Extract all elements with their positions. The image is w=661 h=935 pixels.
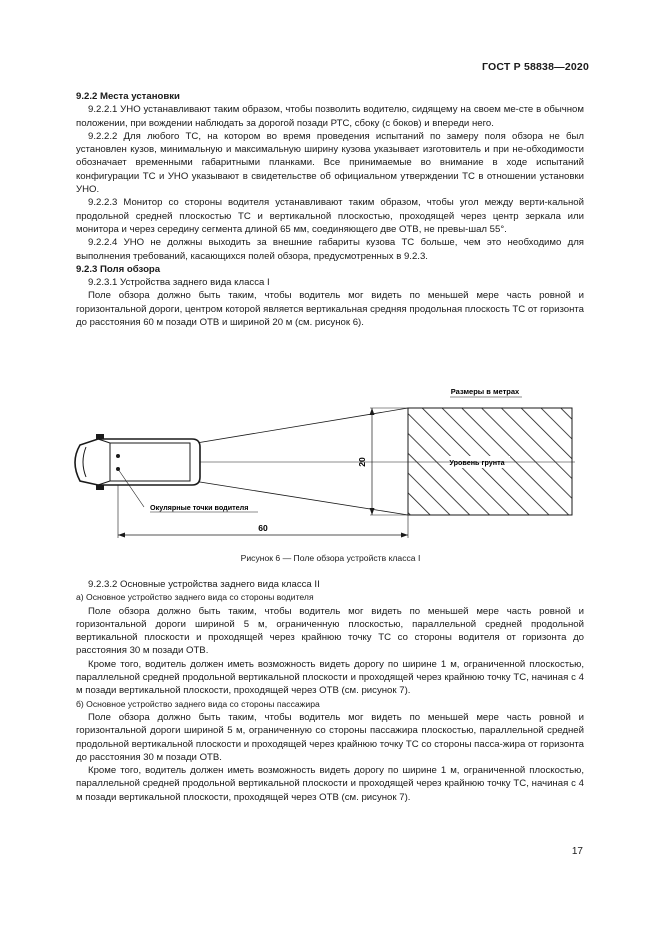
figure-caption: Рисунок 6 — Поле обзора устройств класса I xyxy=(240,553,421,563)
paragraph-passenger-side-extra: Кроме того, водитель должен иметь возможность видеть дорогу по ширине 1 м, ограниченной плоскостью, параллельной средней продольной вертикальной плоскости и проходящей через крайнюю точку ТС, начиная с 4 м позади вертикальной плоскости, проходящей через ОТВ (см. рисунок 7). xyxy=(76,765,584,803)
driver-eye-point xyxy=(116,454,120,458)
ground-level-label: Уровень грунта xyxy=(449,458,505,467)
document-header: ГОСТ Р 58838—2020 xyxy=(481,61,589,73)
width-dimension-label: 20 xyxy=(357,457,367,467)
text-block-upper xyxy=(76,90,584,329)
paragraph-9-2-2-1 xyxy=(76,103,584,130)
paragraph-passenger-side-field: Поле обзора должно быть таким, чтобы водитель мог видеть по меньшей мере часть ровной и горизонтальной дороги шириной 5 м, ограниченную со стороны пассажира плоскостью, параллельной средней продольной вертикальной плоскости и проходящей через крайнюю точку ТС со стороны пасса-жира от горизонта до расстояния 30 м позади ОТВ. xyxy=(76,711,584,763)
section-heading-9-2-3: 9.2.3 Поля обзора xyxy=(76,263,161,275)
paragraph-9-2-3-1: 9.2.3.1 Устройства заднего вида класса I xyxy=(88,277,270,289)
subheading-passenger-side: б) Основное устройство заднего вида со стороны пассажира xyxy=(76,698,320,709)
paragraph-9-2-2-3: 9.2.2.3 Монитор со стороны водителя устанавливают таким образом, чтобы угол между верти-кальной продольной средней плоскостью ТС и вертикальной плоскостью, проходящей через центр зеркала или монитора и через середину сегмента длиной 65 мм, соединяющего две ОТВ, не превы-шал 55°. xyxy=(76,197,584,235)
paragraph-driver-side-extra: Кроме того, водитель должен иметь возможность видеть дорогу по ширине 1 м, ограниченной плоскостью, параллельной средней продольной вертикальной плоскости и проходящей через крайнюю точку ТС, начиная с 4 м позади вертикальной плоскости, проходящей через ОТВ (см. рисунок 7). xyxy=(76,658,584,697)
page-number: 17 xyxy=(571,846,583,857)
section-heading-9-2-2: 9.2.2 Места установки xyxy=(76,91,180,102)
subheading-driver-side: а) Основное устройство заднего вида со стороны водителя xyxy=(76,592,314,603)
text-block-lower xyxy=(76,578,584,804)
eye-points-label: Окулярные точки водителя xyxy=(150,503,249,512)
paragraph-9-2-2-2: 9.2.2.2 Для любого ТС, на котором во время проведения испытаний по замеру поля обзора не был установлен кузов, минимальную и максимальную ширину кузова указывает изготовитель и при не-обходимости обозначает временными габаритными планками. Все принимаемые во внимание в ходе испытаний конфигурации ТС и УНО указывают в свидетельстве об официальном утверждении ТС в отношении установки УНО. xyxy=(76,130,584,196)
paragraph-text: 9.2.2.1 УНО устанавливают таким образом, чтобы позволить водителю, сидящему на своем ме-сте в обычном положении, при вождении наблюдать за дорогой позади РТС, сбоку (с боков) и впереди него. xyxy=(76,104,584,129)
field-of-view-diagram xyxy=(60,383,590,543)
paragraph-field-of-view-class-1: Поле обзора должно быть таким, чтобы водитель мог видеть по меньшей мере часть ровной и горизонтальной дороги, центром которой является вертикальная средняя продольная плоскость ТС от горизонта до расстояния 60 м позади ОТВ и шириной 20 м (см. рисунок 6). xyxy=(76,290,584,329)
length-dimension-label: 60 xyxy=(258,523,268,533)
paragraph-9-2-2-4: 9.2.2.4 УНО не должны выходить за внешние габариты кузова ТС больше, чем это необходимо для выполнения требований, касающихся полей обзора, предусмотренных в 9.2.3. xyxy=(76,237,584,262)
paragraph-9-2-3-2: 9.2.3.2 Основные устройства заднего вида класса II xyxy=(88,579,320,590)
units-note: Размеры в метрах xyxy=(450,387,520,396)
vehicle-top-view-icon xyxy=(75,434,200,490)
paragraph-driver-side-field: Поле обзора должно быть таким, чтобы водитель мог видеть по меньшей мере часть ровной и горизонтальной дороги шириной 5 м, ограниченную плоскостью, параллельной средней продольной вертикальной плоскости и проходящей через крайнюю точку ТС со стороны водителя от горизонта до расстояния 30 м позади ОТВ. xyxy=(76,605,584,657)
figure-6-diagram xyxy=(60,383,590,543)
